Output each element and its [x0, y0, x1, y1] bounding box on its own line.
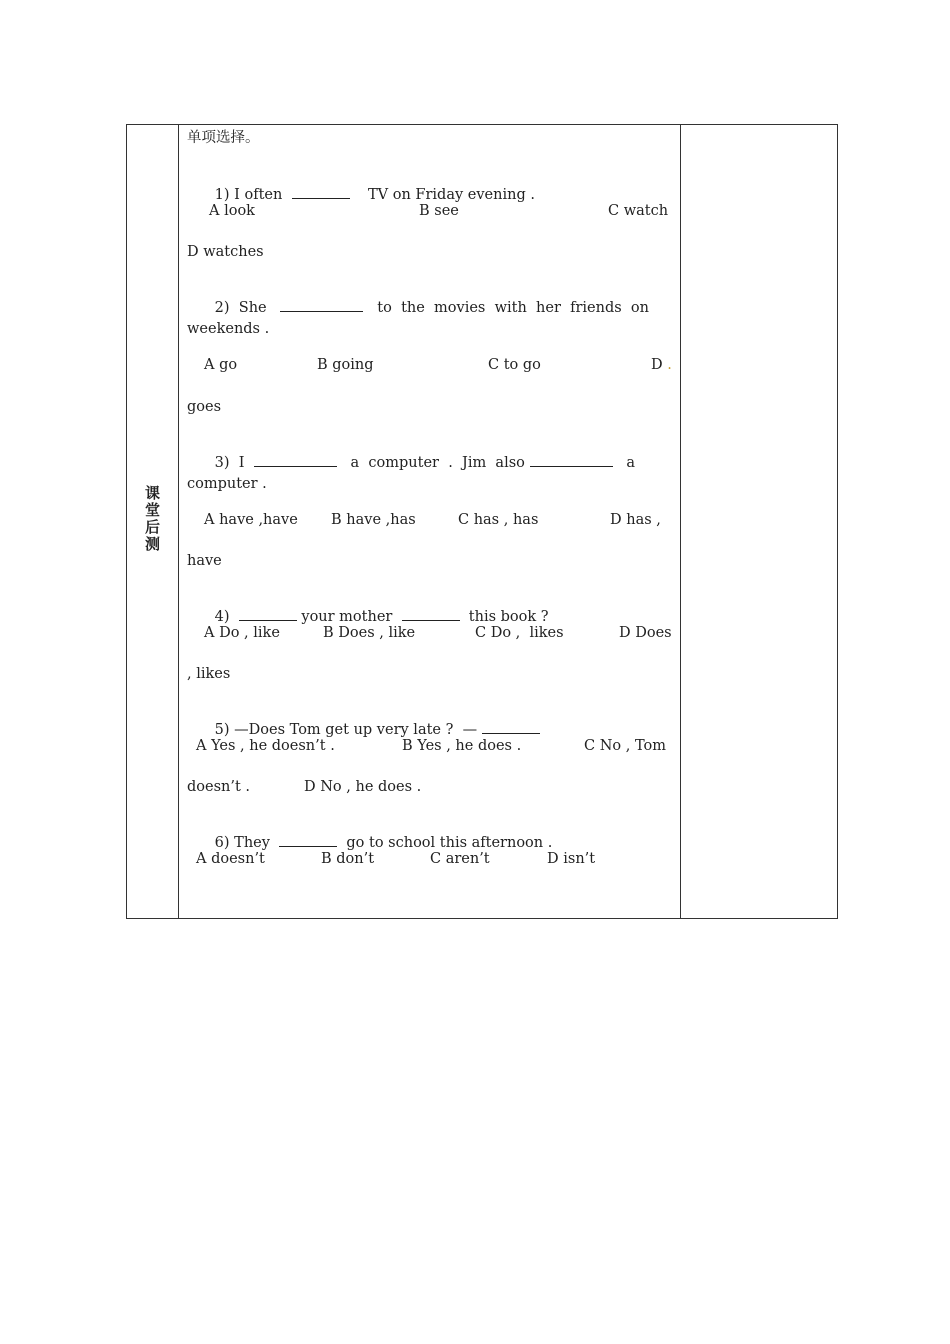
q4-option-d: D Does: [619, 625, 672, 641]
q2-option-d-cont: goes: [187, 399, 222, 415]
q5-option-a: A Yes , he doesn’t .: [196, 738, 335, 754]
q2-option-b: B going: [317, 357, 374, 373]
q2-option-a: A go: [204, 357, 238, 373]
q4-option-a: A Do , like: [204, 625, 280, 641]
q4-option-b: B Does , like: [323, 625, 416, 641]
q3-blank-2: [530, 452, 613, 467]
notes-cell: [681, 125, 837, 918]
section-label: 课堂后测: [144, 484, 160, 553]
q6-option-a: A doesn’t: [196, 851, 265, 867]
heading: 单项选择。: [187, 130, 260, 146]
q5-option-b: B Yes , he does .: [402, 738, 522, 754]
q2-stem: 2) She to the movies with her friends on: [187, 279, 649, 335]
q1-option-d: D watches: [187, 244, 264, 260]
q1-option-c: C watch: [608, 203, 669, 219]
q2-option-c: C to go: [488, 357, 541, 373]
q1-blank: [292, 184, 350, 199]
q5-option-c-cont: doesn’t .: [187, 779, 251, 795]
q5-option-c: C No , Tom: [584, 738, 666, 754]
q1-option-b: B see: [419, 203, 459, 219]
q4-blank-1: [239, 606, 297, 621]
section-label-cell: [127, 125, 179, 918]
q6-stem: 6) They go to school this afternoon .: [187, 814, 552, 870]
q1-option-a: A look: [209, 203, 255, 219]
q2-stem-cont: weekends .: [187, 321, 270, 337]
exercise-table: [126, 124, 838, 919]
q5-option-d: D No , he does .: [304, 779, 422, 795]
q3-stem-cont: computer .: [187, 476, 267, 492]
q1-stem: 1) I often TV on Friday evening .: [187, 166, 535, 222]
q4-option-d-cont: , likes: [187, 666, 231, 682]
q3-option-c: C has , has: [458, 512, 539, 528]
q2-blank: [280, 297, 363, 312]
q5-stem: 5) —Does Tom get up very late ? —: [187, 701, 540, 757]
q3-stem: 3) I a computer . Jim also a: [187, 434, 635, 490]
q3-blank-1: [254, 452, 337, 467]
q3-option-b: B have ,has: [331, 512, 416, 528]
q4-stem: 4) your mother this book ?: [187, 588, 549, 644]
q3-option-d: D has ,: [610, 512, 661, 528]
q3-option-d-cont: have: [187, 553, 222, 569]
q3-option-a: A have ,have: [204, 512, 298, 528]
q4-blank-2: [402, 606, 460, 621]
q6-option-c: C aren’t: [430, 851, 490, 867]
q6-blank: [279, 832, 337, 847]
questions-cell: [179, 125, 681, 918]
q4-option-c: C Do , likes: [475, 625, 564, 641]
q5-blank: [482, 719, 540, 734]
q6-option-b: B don’t: [321, 851, 375, 867]
q6-option-d: D isn’t: [547, 851, 596, 867]
q2-option-d: D .: [651, 357, 672, 373]
